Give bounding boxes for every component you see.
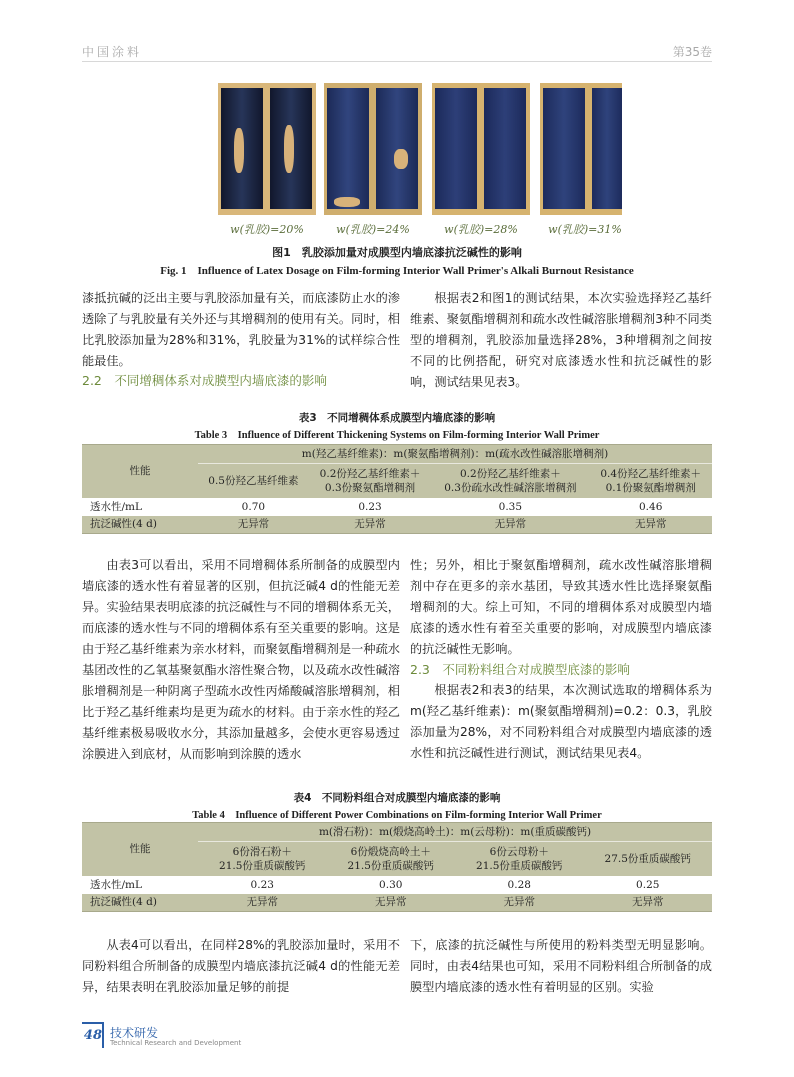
figure-panel-label: w(乳胶)=28%	[444, 223, 518, 236]
sample-photo-31	[540, 83, 622, 215]
column-header: 0.5份羟乙基纤维素	[198, 464, 309, 498]
volume-number: 第35卷	[672, 45, 712, 59]
paragraph: 下，底漆的抗泛碱性与所使用的粉料类型无明显影响。同时，由表4结果也可知，采用不同粉料组合所制备的成膜型内墙底漆的透水性有着明显的区别。实验	[410, 938, 712, 994]
sample-photo-20	[218, 83, 316, 215]
column-header: 6份煅烧高岭土＋ 21.5份重质碳酸钙	[327, 842, 456, 876]
column-header: 0.2份羟乙基纤维素＋ 0.3份疏水改性碱溶胀增稠剂	[431, 464, 589, 498]
sample-photo-28	[432, 83, 530, 215]
section-label-en: Technical Research and Development	[110, 1039, 242, 1047]
paragraph: 根据表2和图1的测试结果，本次实验选择羟乙基纤维素、聚氨酯增稠剂和疏水改性碱溶胀增稠剂3种不同类型的增稠剂，乳胶添加量选择28%，3种增稠剂之间按不同的比例搭配，研究对底漆透水性和抗泛碱性的影响，测试结果见表3。	[410, 291, 712, 389]
paragraph: 根据表2和表3的结果，本次测试选取的增稠体系为m(羟乙基纤维素)：m(聚氨酯增稠剂)=0.2：0.3，乳胶添加量为28%，对不同粉料组合对成膜型内墙底漆的透水性和抗泛碱性进行测试，测试结果见表4。	[410, 683, 712, 760]
journal-name: 中国涂料	[82, 45, 143, 59]
column-header: 0.2份羟乙基纤维素＋ 0.3份聚氨酯增稠剂	[309, 464, 432, 498]
page-footer	[82, 1022, 382, 1050]
paragraph: 漆抵抗碱的泛出主要与乳胶添加量有关，而底漆防止水的渗透除了与乳胶量有关外还与其增稠剂的使用有关。同时，相比乳胶添加量为28%和31%，乳胶量为31%的试样综合性能最佳。	[82, 291, 400, 368]
running-header	[82, 40, 712, 62]
table-row: 抗泛碱性(4 d) 无异常 无异常 无异常 无异常	[82, 516, 712, 534]
figure-caption-cn: 图1 乳胶添加量对成膜型内墙底漆抗泛碱性的影响	[272, 246, 522, 259]
column-header: 6份云母粉＋ 21.5份重质碳酸钙	[455, 842, 584, 876]
column-header: 0.4份羟乙基纤维素＋ 0.1份聚氨酯增稠剂	[589, 464, 712, 498]
paragraph: 性；另外，相比于聚氨酯增稠剂，疏水改性碱溶胀增稠剂中存在更多的亲水基团，导致其透水性比选择聚氨酯增稠剂的大。综上可知，不同的增稠体系对成膜型内墙底漆的透水性有着至关重要的影响，对成膜型内墙底漆的抗泛碱性无影响。	[410, 558, 712, 656]
row-header: 性能	[82, 823, 198, 876]
table-4-title-cn: 表4 不同粉料组合对成膜型内墙底漆的影响	[293, 792, 501, 804]
table-4	[82, 822, 712, 912]
table-row: 透水性/mL 0.70 0.23 0.35 0.46	[82, 498, 712, 516]
table-row: 透水性/mL 0.23 0.30 0.28 0.25	[82, 876, 712, 894]
super-header: m(羟乙基纤维素)：m(聚氨酯增稠剂)：m(疏水改性碱溶胀增稠剂)	[198, 445, 712, 464]
table-4-title-en: Table 4 Influence of Different Power Combinations on Film-forming Interior Wall Primer	[192, 810, 602, 821]
page-number: 48	[83, 1028, 102, 1043]
super-header: m(滑石粉)：m(煅烧高岭土)：m(云母粉)：m(重质碳酸钙)	[198, 823, 712, 842]
section-heading-2-2: 2.2 不同增稠体系对成膜型内墙底漆的影响	[82, 373, 327, 388]
figure-caption-en: Fig. 1 Influence of Latex Dosage on Film-forming Interior Wall Primer's Alkali Burnout Resistance	[160, 265, 634, 277]
table-3	[82, 444, 712, 534]
sample-photo-24	[324, 83, 422, 215]
figure-1	[218, 83, 622, 236]
table-row: 抗泛碱性(4 d) 无异常 无异常 无异常 无异常	[82, 894, 712, 912]
column-header: 27.5份重质碳酸钙	[584, 842, 713, 876]
row-header: 性能	[82, 445, 198, 498]
table-3-title-en: Table 3 Influence of Different Thickening Systems on Film-forming Interior Wall Primer	[194, 430, 600, 441]
figure-panel-label: w(乳胶)=31%	[548, 223, 622, 236]
figure-panel-label: w(乳胶)=20%	[230, 223, 304, 236]
column-header: 6份滑石粉＋ 21.5份重质碳酸钙	[198, 842, 327, 876]
section-heading-2-3: 2.3 不同粉料组合对成膜型底漆的影响	[410, 662, 630, 677]
section-label-cn: 技术研发	[110, 1026, 159, 1040]
paragraph: 从表4可以看出，在同样28%的乳胶添加量时，采用不同粉料组合所制备的成膜型内墙底漆抗泛碱4 d的性能无差异，结果表明在乳胶添加量足够的前提	[82, 938, 400, 994]
figure-panel-label: w(乳胶)=24%	[336, 223, 410, 236]
table-3-title-cn: 表3 不同增稠体系成膜型内墙底漆的影响	[298, 412, 496, 424]
paragraph: 由表3可以看出，采用不同增稠体系所制备的成膜型内墙底漆的透水性有着显著的区别，但抗泛碱4 d的性能无差异。实验结果表明底漆的抗泛碱性与不同的增稠体系无关，而底漆的透水性与不同的增稠体系有至关重要的影响。这是由于羟乙基纤维素为亲水材料，而聚氨酯增稠剂是一种疏水基团改性的乙氧基聚氨酯水溶性聚合物，以及疏水改性碱溶胀增稠剂是一种阴离子型疏水改性丙烯酸碱溶胀增稠剂，相比于羟乙基纤维素均是更为疏水的材料。由于亲水性的羟乙基纤维素极易吸收水分，其添加量越多，会使水更容易透过涂膜进入到底材，从而影响到涂膜的透水	[82, 558, 400, 761]
